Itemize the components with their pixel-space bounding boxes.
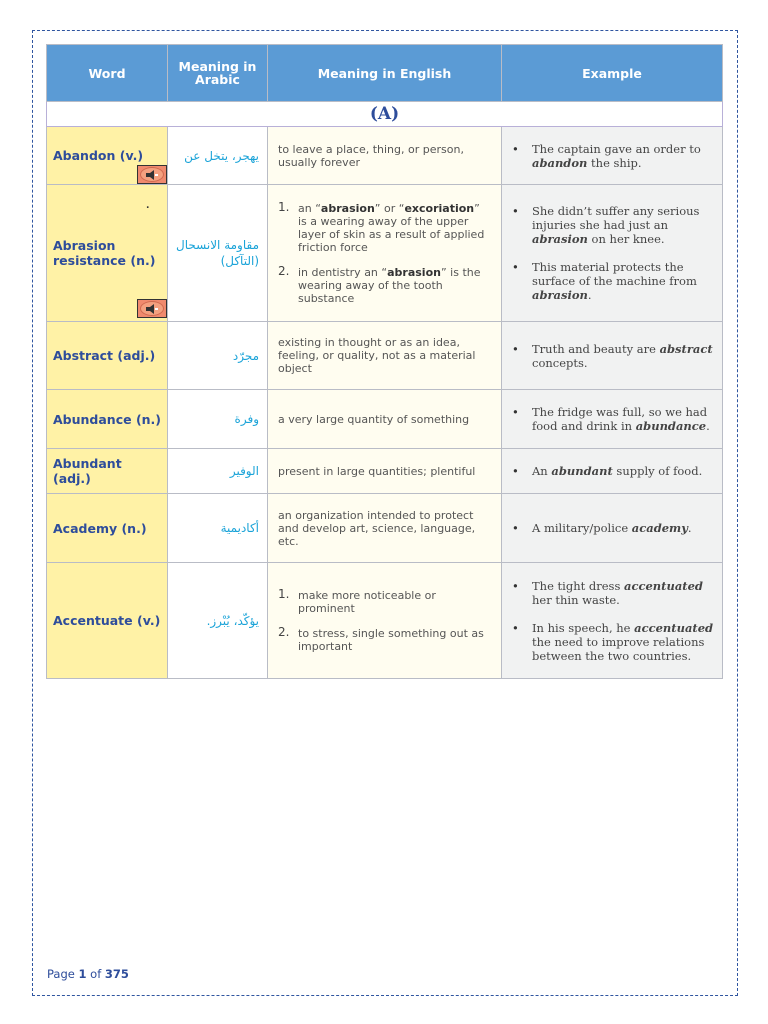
header-arabic: Meaning in Arabic <box>168 45 268 102</box>
arabic-cell: الوفير <box>168 449 268 494</box>
section-heading: (A) <box>369 104 400 124</box>
page-total: 375 <box>104 967 129 981</box>
speaker-icon[interactable] <box>137 299 167 318</box>
vocabulary-table <box>46 44 723 679</box>
example-item: • The fridge was full, so we had food and drink in abundance. <box>508 405 714 433</box>
word-term: Abandon (v.) <box>53 148 144 163</box>
word-cell: Accentuate (v.) <box>47 563 168 679</box>
english-cell: an organization intended to protect and develop art, science, language, etc. <box>268 494 502 563</box>
example-item: • She didn’t suffer any serious injuries she had just an abrasion on her knee. <box>508 204 714 246</box>
table-row <box>47 563 723 679</box>
word-cell <box>47 127 168 185</box>
of-label: of <box>86 967 105 981</box>
example-item: • Truth and beauty are abstract concepts. <box>508 342 714 370</box>
example-item: • The tight dress accentuated her thin waste. <box>508 579 714 607</box>
example-cell <box>502 390 723 449</box>
english-cell: to leave a place, thing, or person, usually forever <box>268 127 502 185</box>
page-footer <box>47 967 129 981</box>
arabic-cell: مجرّد <box>168 322 268 390</box>
word-term: Abrasion resistance (n.) <box>53 238 156 268</box>
word-cell: Abundance (n.) <box>47 390 168 449</box>
header-row <box>47 45 723 102</box>
section-row <box>47 102 723 127</box>
example-item: • An abundant supply of food. <box>508 464 714 478</box>
example-cell <box>502 185 723 322</box>
example-item: • In his speech, he accentuated the need to improve relations between the two countries. <box>508 621 714 663</box>
page-label: Page <box>47 967 79 981</box>
table-row <box>47 390 723 449</box>
definition-item: 1. make more noticeable or prominent <box>278 586 436 615</box>
definition-item: 2. to stress, single something out as important <box>278 624 484 653</box>
arabic-cell: يهجر، يتخل عن <box>168 127 268 185</box>
word-cell: Abundant (adj.) <box>47 449 168 494</box>
page-number: 1 <box>78 967 87 981</box>
example-cell <box>502 563 723 679</box>
example-item: • The captain gave an order to abandon the ship. <box>508 142 714 170</box>
example-cell <box>502 494 723 563</box>
example-cell <box>502 127 723 185</box>
speaker-icon[interactable] <box>137 165 167 184</box>
header-english: Meaning in English <box>268 45 502 102</box>
word-cell <box>47 185 168 322</box>
english-cell: a very large quantity of something <box>268 390 502 449</box>
table-row <box>47 494 723 563</box>
table-row <box>47 449 723 494</box>
definition-item: 1. an “abrasion” or “excoriation” is a wearing away of the upper layer of skin as a result of applied friction force <box>278 199 485 254</box>
english-cell <box>268 563 502 679</box>
example-cell <box>502 322 723 390</box>
stray-mark: . <box>146 201 150 211</box>
table-row <box>47 322 723 390</box>
table-row <box>47 127 723 185</box>
arabic-cell: وفرة <box>168 390 268 449</box>
arabic-cell: يؤكّد، يُبْرز. <box>168 563 268 679</box>
english-cell: existing in thought or as an idea, feeling, or quality, not as a material object <box>268 322 502 390</box>
word-cell: Academy (n.) <box>47 494 168 563</box>
english-cell <box>268 185 502 322</box>
word-cell: Abstract (adj.) <box>47 322 168 390</box>
definition-item: 2. in dentistry an “abrasion” is the wearing away of the tooth substance <box>278 263 481 305</box>
example-item: • This material protects the surface of the machine from abrasion. <box>508 260 714 302</box>
english-cell: present in large quantities; plentiful <box>268 449 502 494</box>
header-word: Word <box>47 45 168 102</box>
arabic-cell: أكاديمية <box>168 494 268 563</box>
example-item: • A military/police academy. <box>508 521 714 535</box>
table-row <box>47 185 723 322</box>
header-example: Example <box>502 45 723 102</box>
example-cell <box>502 449 723 494</box>
arabic-cell: مقاومة الانسحال (التآكل) <box>168 185 268 322</box>
